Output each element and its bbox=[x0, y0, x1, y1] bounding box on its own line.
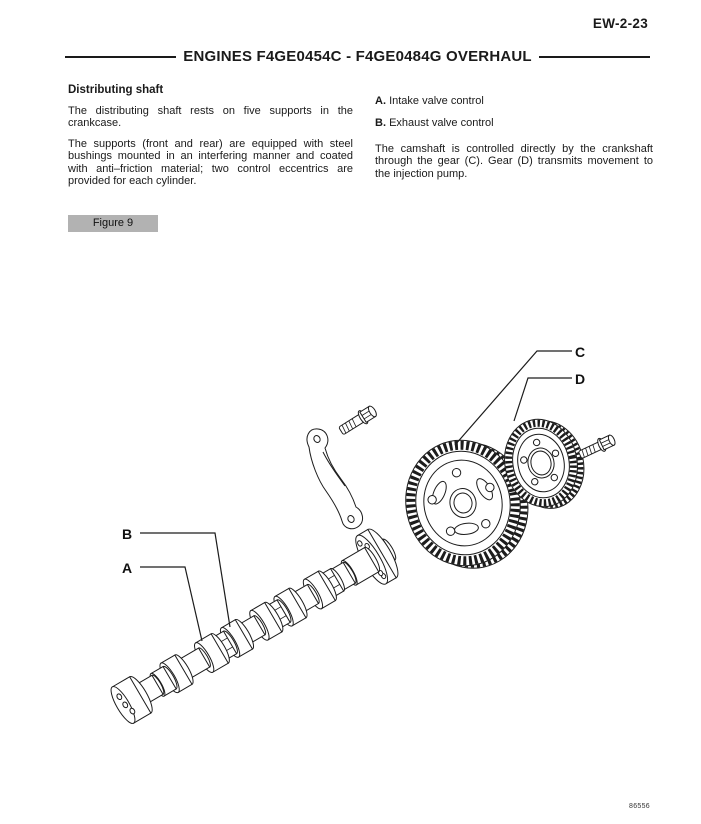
legend-key: B. bbox=[375, 117, 386, 130]
callout-line-d bbox=[514, 378, 572, 421]
legend-text: Intake valve control bbox=[389, 95, 484, 107]
bolt-right bbox=[577, 433, 617, 462]
right-column bbox=[375, 82, 653, 180]
header-rule-left bbox=[65, 56, 176, 58]
paragraph-3: The camshaft is controlled directly by the crankshaft through the gear (C). Gear (D) transmits movement to the injection pump. bbox=[375, 142, 653, 180]
figure-label: Figure 9 bbox=[68, 215, 158, 232]
thrust-plate-bracket bbox=[307, 429, 363, 529]
page-title: ENGINES F4GE0454C - F4GE0484G OVERHAUL bbox=[183, 48, 532, 65]
legend-item-b bbox=[375, 117, 653, 129]
page-number: EW-2-23 bbox=[592, 16, 648, 31]
figure-9-illustration bbox=[0, 330, 701, 824]
document-number: 86556 bbox=[629, 803, 650, 810]
callout-label-d: D bbox=[575, 371, 586, 387]
legend-key: A. bbox=[375, 95, 386, 107]
legend-item-a bbox=[375, 95, 653, 107]
callout-label-b: B bbox=[122, 526, 133, 542]
callout-line-a bbox=[140, 567, 202, 641]
page-header bbox=[65, 48, 650, 65]
left-column bbox=[68, 82, 353, 187]
header-rule-right bbox=[539, 56, 650, 58]
paragraph-1: The distributing shaft rests on five supports in the crankcase. bbox=[68, 105, 353, 130]
paragraph-2: The supports (front and rear) are equipped with steel bushings mounted in an interfering manner and coated with anti–friction material; two control eccentrics are provided for each cylinder. bbox=[68, 137, 353, 188]
legend-text: Exhaust valve control bbox=[389, 117, 494, 130]
callout-line-b bbox=[140, 533, 230, 627]
callout-label-c: C bbox=[575, 344, 586, 360]
bolt-upper bbox=[337, 404, 379, 438]
section-heading: Distributing shaft bbox=[68, 84, 164, 96]
callout-label-a: A bbox=[122, 560, 133, 576]
camshaft-drawing bbox=[103, 524, 406, 733]
